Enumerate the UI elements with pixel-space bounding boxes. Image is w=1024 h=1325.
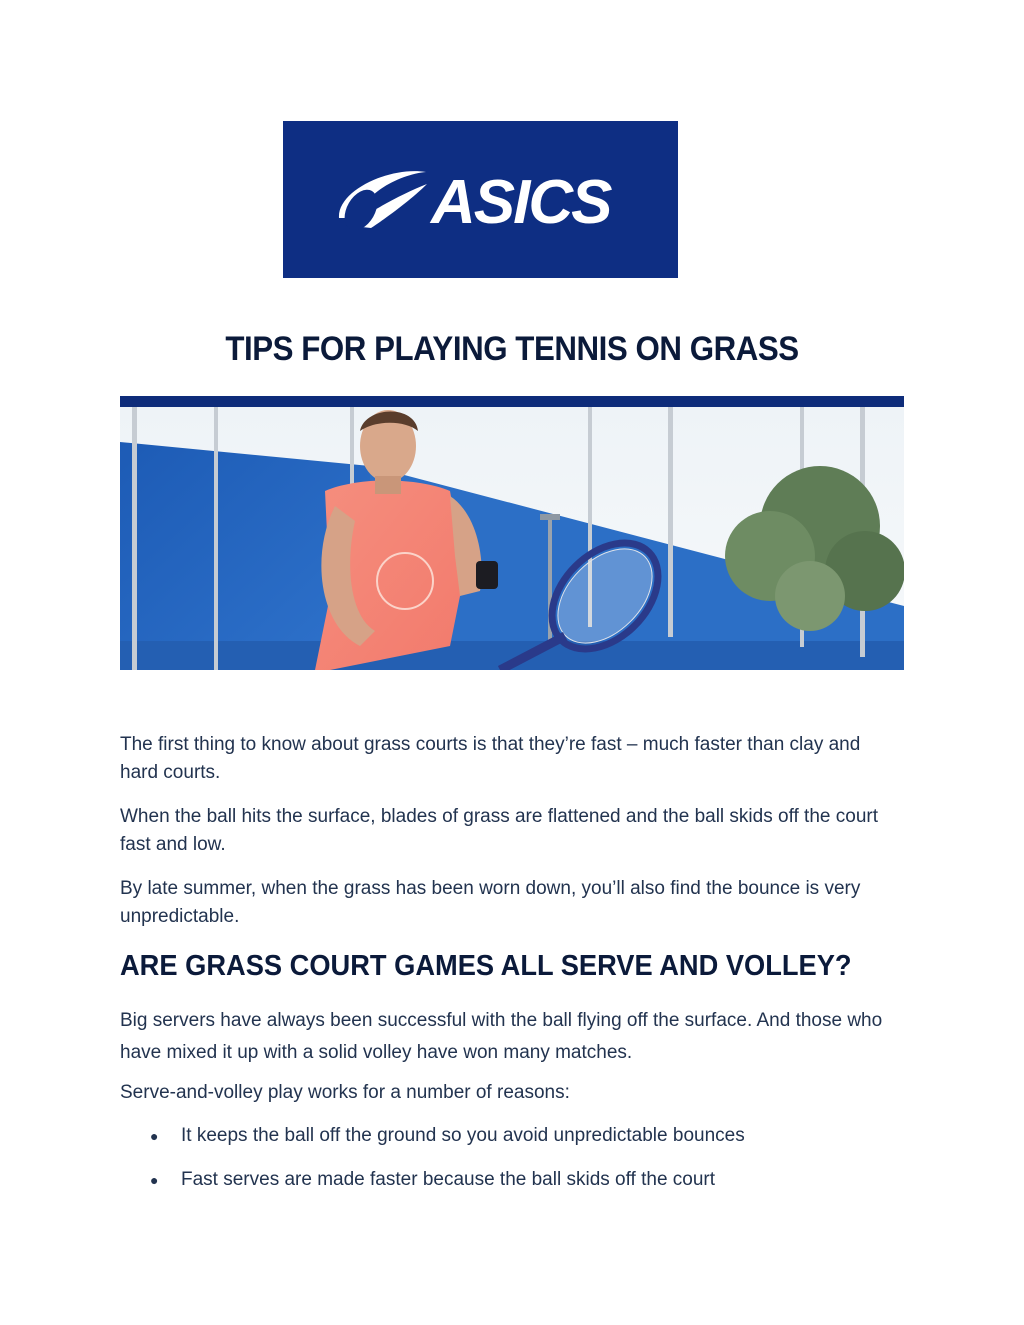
section-paragraph-1: Big servers have always been successful with the ball flying off the surface. And those who have mixed it up with a solid volley have won many matches. <box>120 1010 883 1063</box>
list-item: ● It keeps the ball off the ground so you avoid unpredictable bounces <box>120 1122 900 1166</box>
section-paragraph-2: Serve-and-volley play works for a number of reasons: <box>120 1082 570 1103</box>
list-item: ● Fast serves are made faster because the ball skids off the court <box>120 1166 900 1210</box>
asics-logo-mark <box>331 160 631 240</box>
logo-wordmark: ASICS <box>430 167 610 237</box>
bullet-icon: ● <box>150 1128 159 1144</box>
section-heading: ARE GRASS COURT GAMES ALL SERVE AND VOLLEY? <box>120 950 852 982</box>
intro-paragraph-3: By late summer, when the grass has been worn down, you’ll also find the bounce is very unpredictable. <box>120 878 861 927</box>
bullet-icon: ● <box>150 1172 159 1188</box>
reasons-list <box>120 1122 900 1210</box>
page-title: TIPS FOR PLAYING TENNIS ON GRASS <box>225 330 799 368</box>
hero-image <box>120 396 904 670</box>
intro-paragraph-2: When the ball hits the surface, blades of grass are flattened and the ball skids off the court fast and low. <box>120 806 878 855</box>
intro-paragraph-1: The first thing to know about grass courts is that they’re fast – much faster than clay and hard courts. <box>120 734 861 783</box>
asics-logo <box>283 121 678 278</box>
